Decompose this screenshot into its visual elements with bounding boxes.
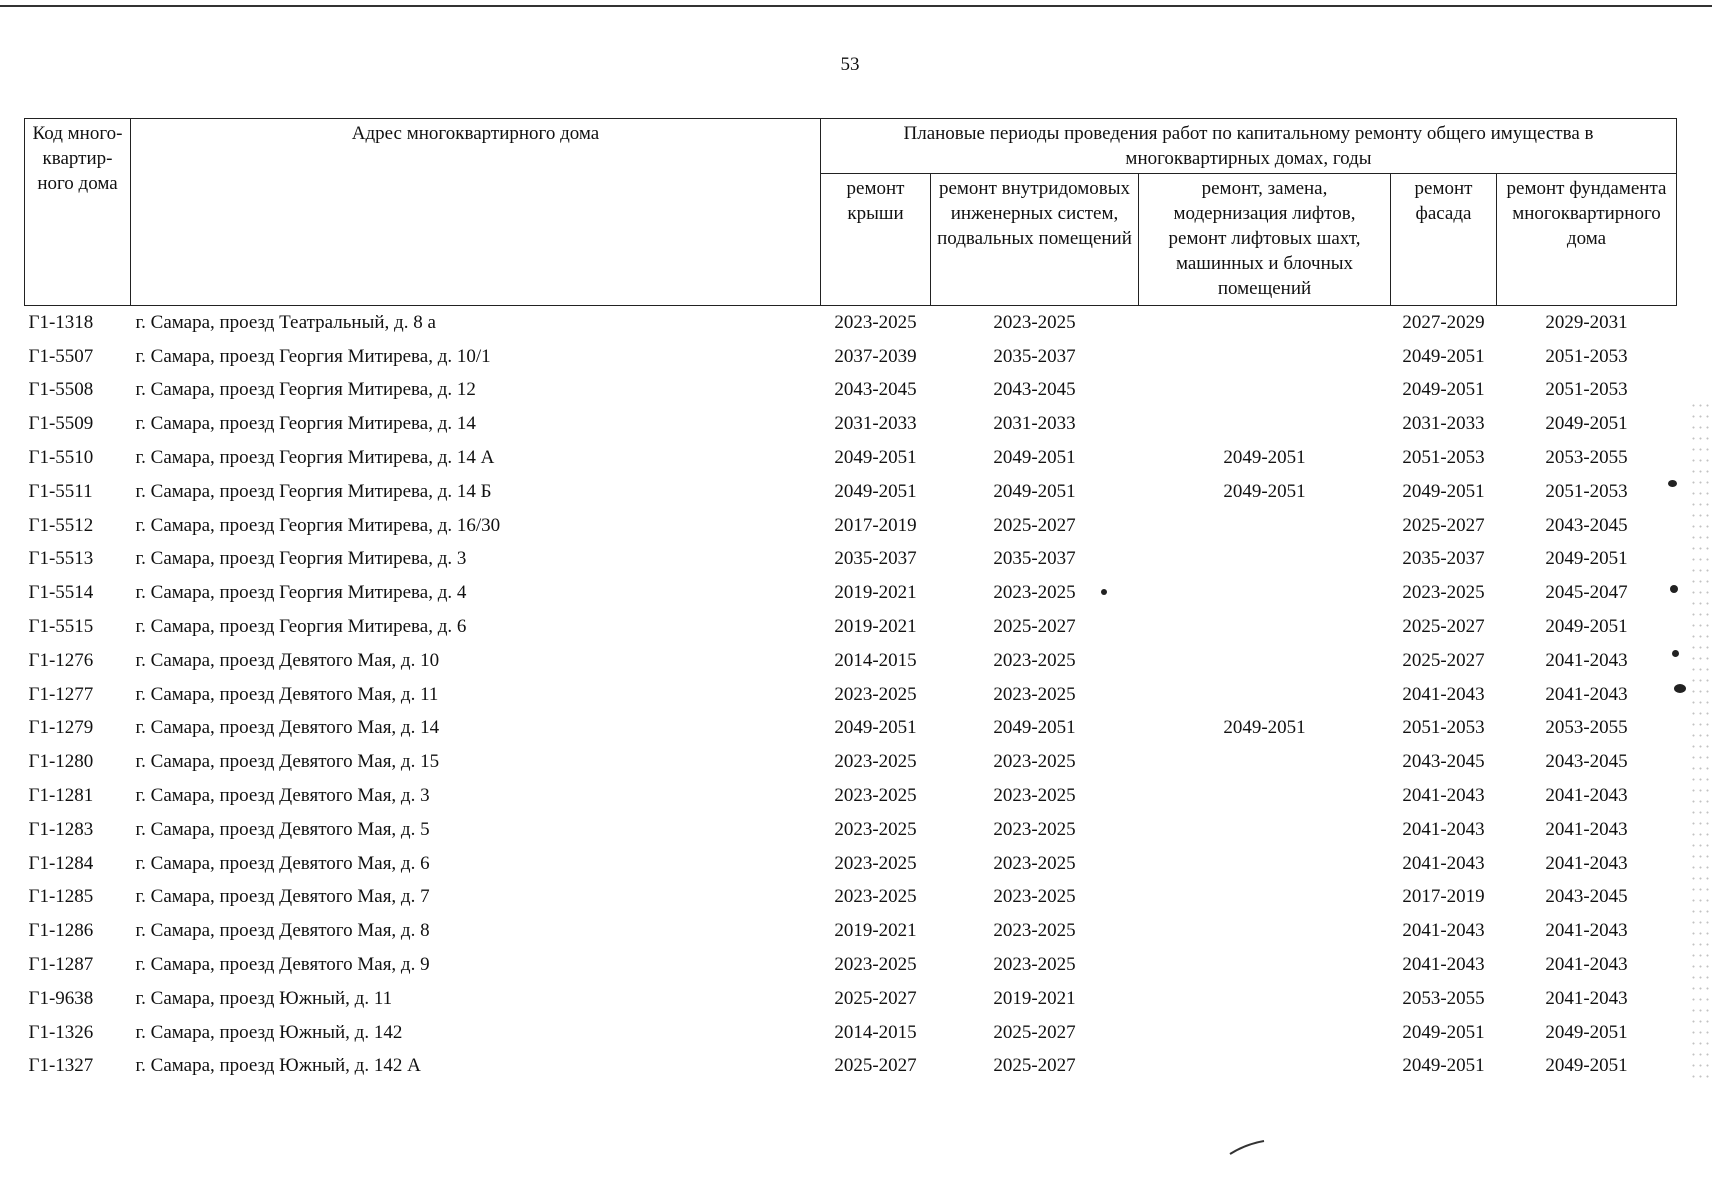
cell-address: г. Самара, проезд Девятого Мая, д. 5 xyxy=(135,818,430,840)
cell-elevators xyxy=(1139,948,1391,982)
cell-elevators xyxy=(1139,779,1391,813)
cell-facade: 2049-2051 xyxy=(1402,1021,1485,1043)
table-row xyxy=(25,847,1677,881)
cell-elevators xyxy=(1139,1050,1391,1084)
cell-engineering: 2023-2025 xyxy=(993,920,1076,942)
cell-address: г. Самара, проезд Девятого Мая, д. 3 xyxy=(135,785,430,807)
cell-elevators xyxy=(1139,374,1391,408)
table-row xyxy=(25,543,1677,577)
cell-engineering: 2049-2051 xyxy=(993,717,1076,739)
repair-schedule-table xyxy=(24,118,1677,1083)
cell-roof: 2023-2025 xyxy=(834,886,917,908)
table-row xyxy=(25,1016,1677,1050)
cell-facade: 2031-2033 xyxy=(1402,413,1485,435)
scan-speck xyxy=(1101,589,1107,595)
cell-foundation: 2049-2051 xyxy=(1545,413,1628,435)
scan-speck xyxy=(1670,585,1678,593)
cell-engineering: 2049-2051 xyxy=(993,480,1076,502)
cell-address: г. Самара, проезд Девятого Мая, д. 9 xyxy=(135,954,430,976)
table-row xyxy=(25,610,1677,644)
cell-address: г. Самара, проезд Девятого Мая, д. 7 xyxy=(135,886,430,908)
cell-address: г. Самара, проезд Георгия Митирева, д. 10/1 xyxy=(135,345,491,367)
cell-elevators xyxy=(1139,543,1391,577)
cell-foundation: 2041-2043 xyxy=(1545,818,1628,840)
cell-code: Г1-1277 xyxy=(28,683,94,705)
scan-speck xyxy=(1674,684,1686,693)
cell-foundation: 2041-2043 xyxy=(1545,649,1628,671)
header-planned-periods: Плановые периоды проведения работ по капитальному ремонту общего имущества в многоквартирных домах, годы xyxy=(821,119,1677,174)
cell-engineering: 2023-2025 xyxy=(993,582,1076,604)
cell-elevators xyxy=(1139,576,1391,610)
cell-facade: 2025-2027 xyxy=(1402,514,1485,536)
table-row xyxy=(25,441,1677,475)
cell-engineering: 2031-2033 xyxy=(993,413,1076,435)
cell-address: г. Самара, проезд Девятого Мая, д. 8 xyxy=(135,920,430,942)
table-row xyxy=(25,813,1677,847)
cell-code: Г1-5514 xyxy=(28,582,94,604)
cell-foundation: 2041-2043 xyxy=(1545,683,1628,705)
cell-facade: 2049-2051 xyxy=(1402,1055,1485,1077)
cell-roof: 2049-2051 xyxy=(834,447,917,469)
cell-foundation: 2029-2031 xyxy=(1545,311,1628,333)
cell-facade: 2049-2051 xyxy=(1402,379,1485,401)
table-row xyxy=(25,678,1677,712)
cell-foundation: 2041-2043 xyxy=(1545,987,1628,1009)
cell-facade: 2041-2043 xyxy=(1402,785,1485,807)
cell-elevators xyxy=(1139,745,1391,779)
header-code: Код много-квартир-ного дома xyxy=(25,119,131,306)
table-row xyxy=(25,576,1677,610)
cell-facade: 2027-2029 xyxy=(1402,311,1485,333)
cell-engineering: 2019-2021 xyxy=(993,987,1076,1009)
table-row xyxy=(25,745,1677,779)
cell-engineering: 2023-2025 xyxy=(993,683,1076,705)
cell-address: г. Самара, проезд Девятого Мая, д. 14 xyxy=(135,717,440,739)
cell-foundation: 2051-2053 xyxy=(1545,379,1628,401)
cell-engineering: 2043-2045 xyxy=(993,379,1076,401)
pen-stroke xyxy=(1228,1138,1268,1158)
cell-elevators: 2049-2051 xyxy=(1223,447,1306,469)
header-engineering: ремонт внутридомовых инженерных систем, подвальных помещений xyxy=(931,174,1139,306)
cell-roof: 2043-2045 xyxy=(834,379,917,401)
cell-facade: 2017-2019 xyxy=(1402,886,1485,908)
cell-elevators xyxy=(1139,813,1391,847)
cell-facade: 2051-2053 xyxy=(1402,447,1485,469)
cell-roof: 2025-2027 xyxy=(834,987,917,1009)
cell-address: г. Самара, проезд Южный, д. 11 xyxy=(135,987,393,1009)
cell-facade: 2041-2043 xyxy=(1402,818,1485,840)
cell-code: Г1-1326 xyxy=(28,1021,94,1043)
cell-elevators xyxy=(1139,847,1391,881)
cell-engineering: 2023-2025 xyxy=(993,311,1076,333)
cell-foundation: 2051-2053 xyxy=(1545,480,1628,502)
cell-roof: 2035-2037 xyxy=(834,548,917,570)
cell-code: Г1-1279 xyxy=(28,717,94,739)
cell-facade: 2051-2053 xyxy=(1402,717,1485,739)
cell-roof: 2019-2021 xyxy=(834,582,917,604)
cell-foundation: 2043-2045 xyxy=(1545,886,1628,908)
cell-code: Г1-1283 xyxy=(28,818,94,840)
cell-foundation: 2051-2053 xyxy=(1545,345,1628,367)
cell-engineering: 2035-2037 xyxy=(993,345,1076,367)
cell-elevators xyxy=(1139,881,1391,915)
cell-elevators xyxy=(1139,340,1391,374)
cell-foundation: 2049-2051 xyxy=(1545,548,1628,570)
cell-address: г. Самара, проезд Георгия Митирева, д. 12 xyxy=(135,379,476,401)
cell-roof: 2023-2025 xyxy=(834,852,917,874)
cell-roof: 2023-2025 xyxy=(834,954,917,976)
table-row xyxy=(25,881,1677,915)
header-foundation: ремонт фундамента многоквартирного дома xyxy=(1497,174,1677,306)
cell-elevators xyxy=(1139,407,1391,441)
cell-code: Г1-5510 xyxy=(28,447,94,469)
cell-code: Г1-1318 xyxy=(28,311,94,333)
cell-roof: 2023-2025 xyxy=(834,785,917,807)
cell-address: г. Самара, проезд Георгия Митирева, д. 4 xyxy=(135,582,467,604)
cell-foundation: 2041-2043 xyxy=(1545,920,1628,942)
page-number: 53 xyxy=(840,54,860,75)
cell-roof: 2037-2039 xyxy=(834,345,917,367)
cell-address: г. Самара, проезд Девятого Мая, д. 6 xyxy=(135,852,430,874)
cell-facade: 2043-2045 xyxy=(1402,751,1485,773)
cell-roof: 2019-2021 xyxy=(834,616,917,638)
cell-elevators xyxy=(1139,914,1391,948)
table-row xyxy=(25,914,1677,948)
cell-foundation: 2053-2055 xyxy=(1545,717,1628,739)
header-roof: ремонт крыши xyxy=(821,174,931,306)
cell-address: г. Самара, проезд Георгия Митирева, д. 16/30 xyxy=(135,514,501,536)
cell-foundation: 2049-2051 xyxy=(1545,616,1628,638)
cell-facade: 2049-2051 xyxy=(1402,345,1485,367)
cell-code: Г1-5508 xyxy=(28,379,94,401)
cell-code: Г1-1280 xyxy=(28,751,94,773)
cell-address: г. Самара, проезд Южный, д. 142 А xyxy=(135,1055,421,1077)
table-row xyxy=(25,306,1677,340)
cell-facade: 2023-2025 xyxy=(1402,582,1485,604)
cell-code: Г1-5509 xyxy=(28,413,94,435)
cell-elevators xyxy=(1139,306,1391,340)
table-row xyxy=(25,712,1677,746)
cell-engineering: 2023-2025 xyxy=(993,751,1076,773)
cell-elevators xyxy=(1139,1016,1391,1050)
cell-facade: 2041-2043 xyxy=(1402,683,1485,705)
scan-edge-noise xyxy=(1690,400,1710,1080)
cell-roof: 2049-2051 xyxy=(834,480,917,502)
table-row xyxy=(25,407,1677,441)
cell-engineering: 2025-2027 xyxy=(993,616,1076,638)
scan-speck xyxy=(1668,480,1677,487)
cell-address: г. Самара, проезд Девятого Мая, д. 15 xyxy=(135,751,440,773)
cell-address: г. Самара, проезд Южный, д. 142 xyxy=(135,1021,403,1043)
cell-engineering: 2023-2025 xyxy=(993,785,1076,807)
cell-roof: 2017-2019 xyxy=(834,514,917,536)
cell-engineering: 2023-2025 xyxy=(993,649,1076,671)
cell-code: Г1-1287 xyxy=(28,954,94,976)
cell-roof: 2025-2027 xyxy=(834,1055,917,1077)
cell-facade: 2035-2037 xyxy=(1402,548,1485,570)
cell-facade: 2025-2027 xyxy=(1402,649,1485,671)
cell-elevators xyxy=(1139,982,1391,1016)
table-row xyxy=(25,475,1677,509)
cell-facade: 2041-2043 xyxy=(1402,954,1485,976)
cell-code: Г1-1284 xyxy=(28,852,94,874)
cell-code: Г1-1327 xyxy=(28,1055,94,1077)
cell-address: г. Самара, проезд Георгия Митирева, д. 14 А xyxy=(135,447,495,469)
cell-engineering: 2023-2025 xyxy=(993,852,1076,874)
cell-roof: 2049-2051 xyxy=(834,717,917,739)
cell-elevators xyxy=(1139,610,1391,644)
cell-roof: 2019-2021 xyxy=(834,920,917,942)
cell-engineering: 2023-2025 xyxy=(993,886,1076,908)
cell-roof: 2023-2025 xyxy=(834,818,917,840)
cell-code: Г1-1286 xyxy=(28,920,94,942)
cell-elevators xyxy=(1139,644,1391,678)
cell-roof: 2023-2025 xyxy=(834,311,917,333)
cell-engineering: 2035-2037 xyxy=(993,548,1076,570)
cell-roof: 2031-2033 xyxy=(834,413,917,435)
cell-address: г. Самара, проезд Георгия Митирева, д. 14 Б xyxy=(135,480,492,502)
cell-code: Г1-5513 xyxy=(28,548,94,570)
cell-roof: 2023-2025 xyxy=(834,683,917,705)
table-row xyxy=(25,340,1677,374)
table-row xyxy=(25,509,1677,543)
table-row xyxy=(25,982,1677,1016)
table-row xyxy=(25,779,1677,813)
cell-engineering: 2049-2051 xyxy=(993,447,1076,469)
cell-engineering: 2025-2027 xyxy=(993,1055,1076,1077)
scan-speck xyxy=(1672,650,1679,657)
cell-foundation: 2041-2043 xyxy=(1545,954,1628,976)
cell-roof: 2023-2025 xyxy=(834,751,917,773)
cell-code: Г1-5507 xyxy=(28,345,94,367)
cell-roof: 2014-2015 xyxy=(834,649,917,671)
cell-code: Г1-1285 xyxy=(28,886,94,908)
cell-facade: 2025-2027 xyxy=(1402,616,1485,638)
cell-foundation: 2043-2045 xyxy=(1545,514,1628,536)
cell-code: Г1-5512 xyxy=(28,514,94,536)
header-address: Адрес многоквартирного дома xyxy=(131,119,821,306)
cell-foundation: 2043-2045 xyxy=(1545,751,1628,773)
cell-engineering: 2023-2025 xyxy=(993,818,1076,840)
cell-address: г. Самара, проезд Девятого Мая, д. 11 xyxy=(135,683,439,705)
cell-engineering: 2025-2027 xyxy=(993,514,1076,536)
cell-foundation: 2041-2043 xyxy=(1545,785,1628,807)
cell-foundation: 2045-2047 xyxy=(1545,582,1628,604)
cell-foundation: 2053-2055 xyxy=(1545,447,1628,469)
cell-foundation: 2049-2051 xyxy=(1545,1055,1628,1077)
header-facade: ремонт фасада xyxy=(1391,174,1497,306)
cell-facade: 2053-2055 xyxy=(1402,987,1485,1009)
top-rule xyxy=(0,5,1712,7)
cell-address: г. Самара, проезд Георгия Митирева, д. 6 xyxy=(135,616,467,638)
cell-foundation: 2041-2043 xyxy=(1545,852,1628,874)
table-row xyxy=(25,948,1677,982)
cell-foundation: 2049-2051 xyxy=(1545,1021,1628,1043)
cell-engineering: 2023-2025 xyxy=(993,954,1076,976)
table-body xyxy=(25,306,1677,1084)
cell-address: г. Самара, проезд Георгия Митирева, д. 14 xyxy=(135,413,476,435)
cell-facade: 2041-2043 xyxy=(1402,920,1485,942)
cell-elevators: 2049-2051 xyxy=(1223,480,1306,502)
cell-address: г. Самара, проезд Театральный, д. 8 а xyxy=(135,311,436,333)
cell-code: Г1-9638 xyxy=(28,987,94,1009)
cell-code: Г1-1281 xyxy=(28,785,94,807)
header-elevators: ремонт, замена, модернизация лифтов, ремонт лифтовых шахт, машинных и блочных помещений xyxy=(1139,174,1391,306)
cell-elevators xyxy=(1139,678,1391,712)
cell-address: г. Самара, проезд Георгия Митирева, д. 3 xyxy=(135,548,467,570)
cell-elevators xyxy=(1139,509,1391,543)
cell-code: Г1-5515 xyxy=(28,616,94,638)
cell-roof: 2014-2015 xyxy=(834,1021,917,1043)
table-row xyxy=(25,374,1677,408)
table-row xyxy=(25,1050,1677,1084)
cell-engineering: 2025-2027 xyxy=(993,1021,1076,1043)
cell-elevators: 2049-2051 xyxy=(1223,717,1306,739)
cell-code: Г1-1276 xyxy=(28,649,94,671)
cell-code: Г1-5511 xyxy=(28,480,93,502)
cell-facade: 2049-2051 xyxy=(1402,480,1485,502)
table-row xyxy=(25,644,1677,678)
cell-facade: 2041-2043 xyxy=(1402,852,1485,874)
cell-address: г. Самара, проезд Девятого Мая, д. 10 xyxy=(135,649,440,671)
